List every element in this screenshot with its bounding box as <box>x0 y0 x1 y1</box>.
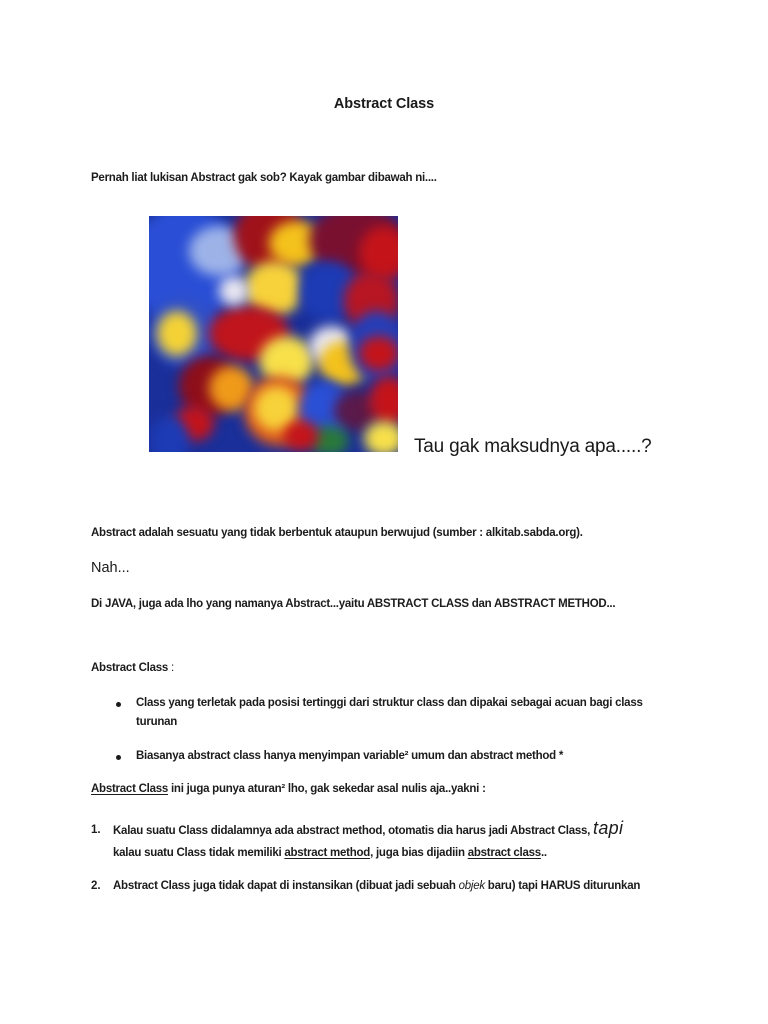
java-text-2: ...yaitu <box>329 598 367 610</box>
java-bold-2: ABSTRACT CLASS <box>366 598 469 610</box>
section-heading-suffix: : <box>168 662 174 674</box>
rule-1-line-1 <box>113 818 623 839</box>
intro-paragraph <box>91 172 437 184</box>
intro-text-after: gak sob? Kayak gambar dibawah ni.... <box>235 172 437 184</box>
rule-1-text: Kalau suatu Class didalamnya ada abstract method, otomatis dia harus jadi Abstract Class, <box>113 825 594 837</box>
java-text-3: dan <box>468 598 494 610</box>
rules-intro-paragraph <box>91 783 486 795</box>
intro-text-before: Pernah liat lukisan <box>91 172 191 184</box>
java-text-1: Di JAVA, juga ada lho yang namanya <box>91 598 286 610</box>
list-number-2: 2. <box>91 880 101 892</box>
rule-1-line-2-text-2: , juga bias dijadiin <box>370 847 468 859</box>
bullet-icon <box>116 755 121 760</box>
rules-intro-underlined: Abstract Class <box>91 783 169 795</box>
java-paragraph <box>91 598 615 610</box>
page-title: Abstract Class <box>333 96 435 112</box>
rule-2-line-1 <box>113 880 640 892</box>
definition-text: adalah sesuatu yang tidak berbentuk ataupun berwujud (sumber : alkitab.sabda.org). <box>135 527 583 539</box>
section-heading-abstract-class <box>91 662 174 674</box>
bullet-item-2-line-1: Biasanya abstract class hanya menyimpan variable² umum dan abstract method * <box>136 750 564 762</box>
abstract-painting-image <box>149 216 398 452</box>
rule-2-text-2: baru) tapi <box>484 880 541 892</box>
image-caption: Tau gak maksudnya apa.....? <box>414 436 652 457</box>
rule-1-italic-tapi: tapi <box>593 818 624 838</box>
bullet-item-1-line-2: turunan <box>136 716 178 728</box>
java-bold-3: ABSTRACT METHOD... <box>493 598 616 610</box>
rule-1-line-2-text-1: kalau suatu Class tidak memiliki <box>113 847 285 859</box>
rule-1-underlined-abstract-method: abstract method <box>284 847 371 859</box>
rule-2-italic-objek: objek <box>458 880 485 892</box>
definition-paragraph <box>91 527 583 539</box>
nah-text: Nah... <box>91 560 130 576</box>
rule-2-bold-harus: HARUS <box>540 880 581 892</box>
rules-intro-text: ini juga punya aturan² lho, gak sekedar asal nulis aja..yakni : <box>168 783 486 795</box>
rule-2-text-1: Abstract Class juga tidak dapat di instansikan (dibuat jadi sebuah <box>113 880 459 892</box>
definition-bold-word: Abstract <box>91 527 136 539</box>
rule-1-line-2 <box>113 847 547 859</box>
bullet-icon <box>116 702 121 707</box>
rule-1-underlined-abstract-class: abstract class <box>467 847 541 859</box>
intro-bold-word: Abstract <box>190 172 236 184</box>
section-heading-text: Abstract Class <box>91 662 169 674</box>
java-bold-1: Abstract <box>285 598 330 610</box>
list-number-1: 1. <box>91 824 101 836</box>
rule-1-line-2-text-3: .. <box>540 847 547 859</box>
bullet-item-1-line-1: Class yang terletak pada posisi tertinggi dari struktur class dan dipakai sebagai acuan bagi class <box>136 697 643 709</box>
rule-2-text-3: diturunkan <box>580 880 641 892</box>
